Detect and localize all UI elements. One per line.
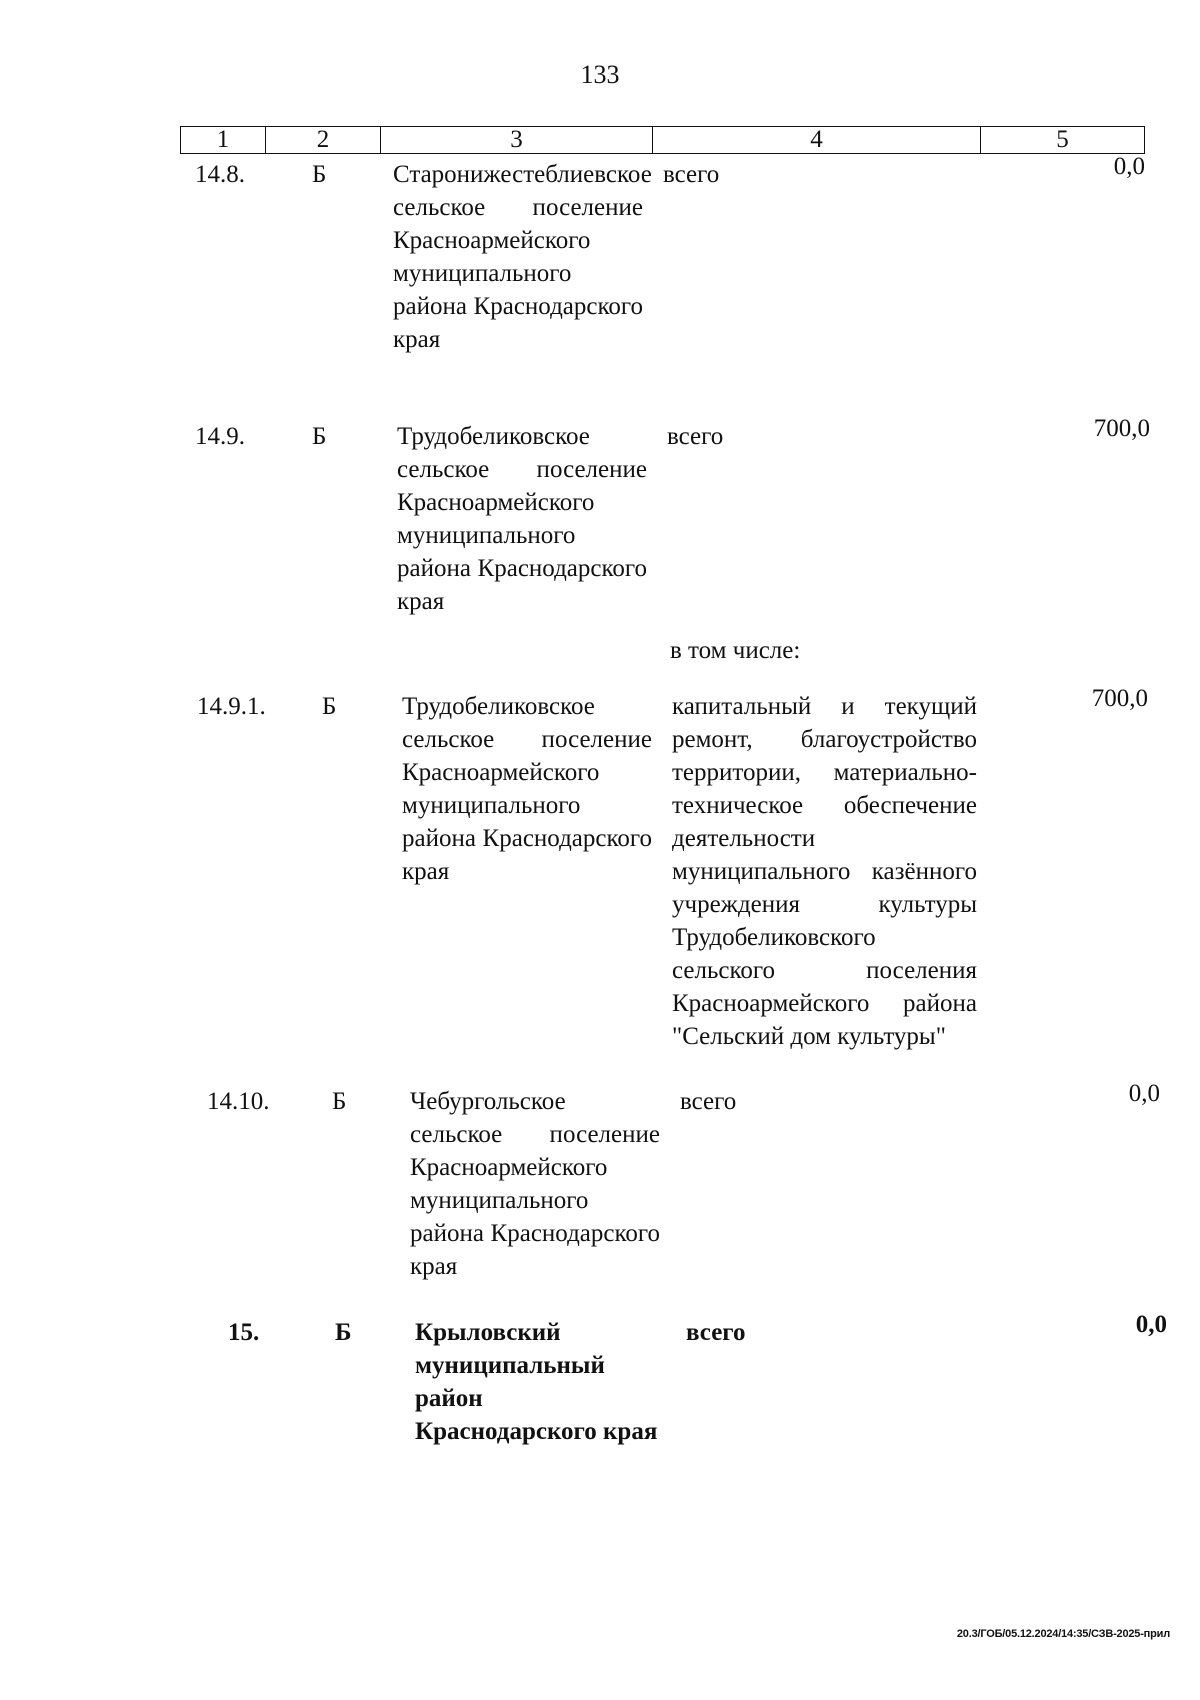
row-number: 14.10. <box>207 1088 270 1115</box>
row-purpose: всего <box>686 1319 746 1346</box>
row-category: Б <box>312 423 327 450</box>
row-purpose: всего <box>667 423 724 450</box>
row-category: Б <box>335 1319 352 1346</box>
row-amount: 0,0 <box>1135 1311 1167 1338</box>
row-category: Б <box>312 161 327 188</box>
row-amount: 700,0 <box>1093 415 1150 442</box>
row-purpose: всего <box>680 1088 737 1115</box>
row-recipient-name: Старонижестеблиевское сельское поселение Красноармейского муниципального района Краснодарского края <box>393 161 652 353</box>
row-category: Б <box>332 1088 347 1115</box>
row-recipient-name: Трудобеликовское сельское поселение Красноармейского муниципального района Краснодарского края <box>397 423 647 615</box>
row-amount: 0,0 <box>1113 153 1145 180</box>
row-number: 14.9.1. <box>197 693 266 720</box>
row-category: Б <box>322 693 337 720</box>
row-purpose: в том числе: <box>670 637 801 664</box>
row-amount: 700,0 <box>1091 685 1148 712</box>
header-col-1: 1 <box>181 127 266 153</box>
table-header-row <box>180 126 1145 154</box>
header-col-3: 3 <box>381 127 653 153</box>
header-col-2: 2 <box>266 127 381 153</box>
header-col-4: 4 <box>653 127 981 153</box>
page-number: 133 <box>580 60 620 89</box>
row-number: 14.9. <box>195 423 245 450</box>
header-col-5: 5 <box>1056 126 1069 153</box>
row-purpose: капитальный и текущий ремонт, благоустройство территории, материально-техническое обеспечение деятельности муниципального казённого учреждения культуры Трудобеликовского сельского поселения Красноармейского района "Сельский дом культуры" <box>672 693 977 1050</box>
row-number: 14.8. <box>195 161 245 188</box>
document-code: 20.3/ГОБ/05.12.2024/14:35/СЗВ-2025-прил <box>956 1628 1170 1640</box>
row-number: 15. <box>228 1319 260 1346</box>
row-amount: 0,0 <box>1128 1080 1160 1107</box>
row-recipient-name: Трудобеликовское сельское поселение Красноармейского муниципального района Краснодарского края <box>402 693 652 885</box>
row-recipient-name: Крыловский муниципальный район Краснодарского края <box>415 1319 658 1445</box>
row-purpose: всего <box>663 161 720 188</box>
row-recipient-name: Чебургольское сельское поселение Красноармейского муниципального района Краснодарского края <box>410 1088 660 1280</box>
